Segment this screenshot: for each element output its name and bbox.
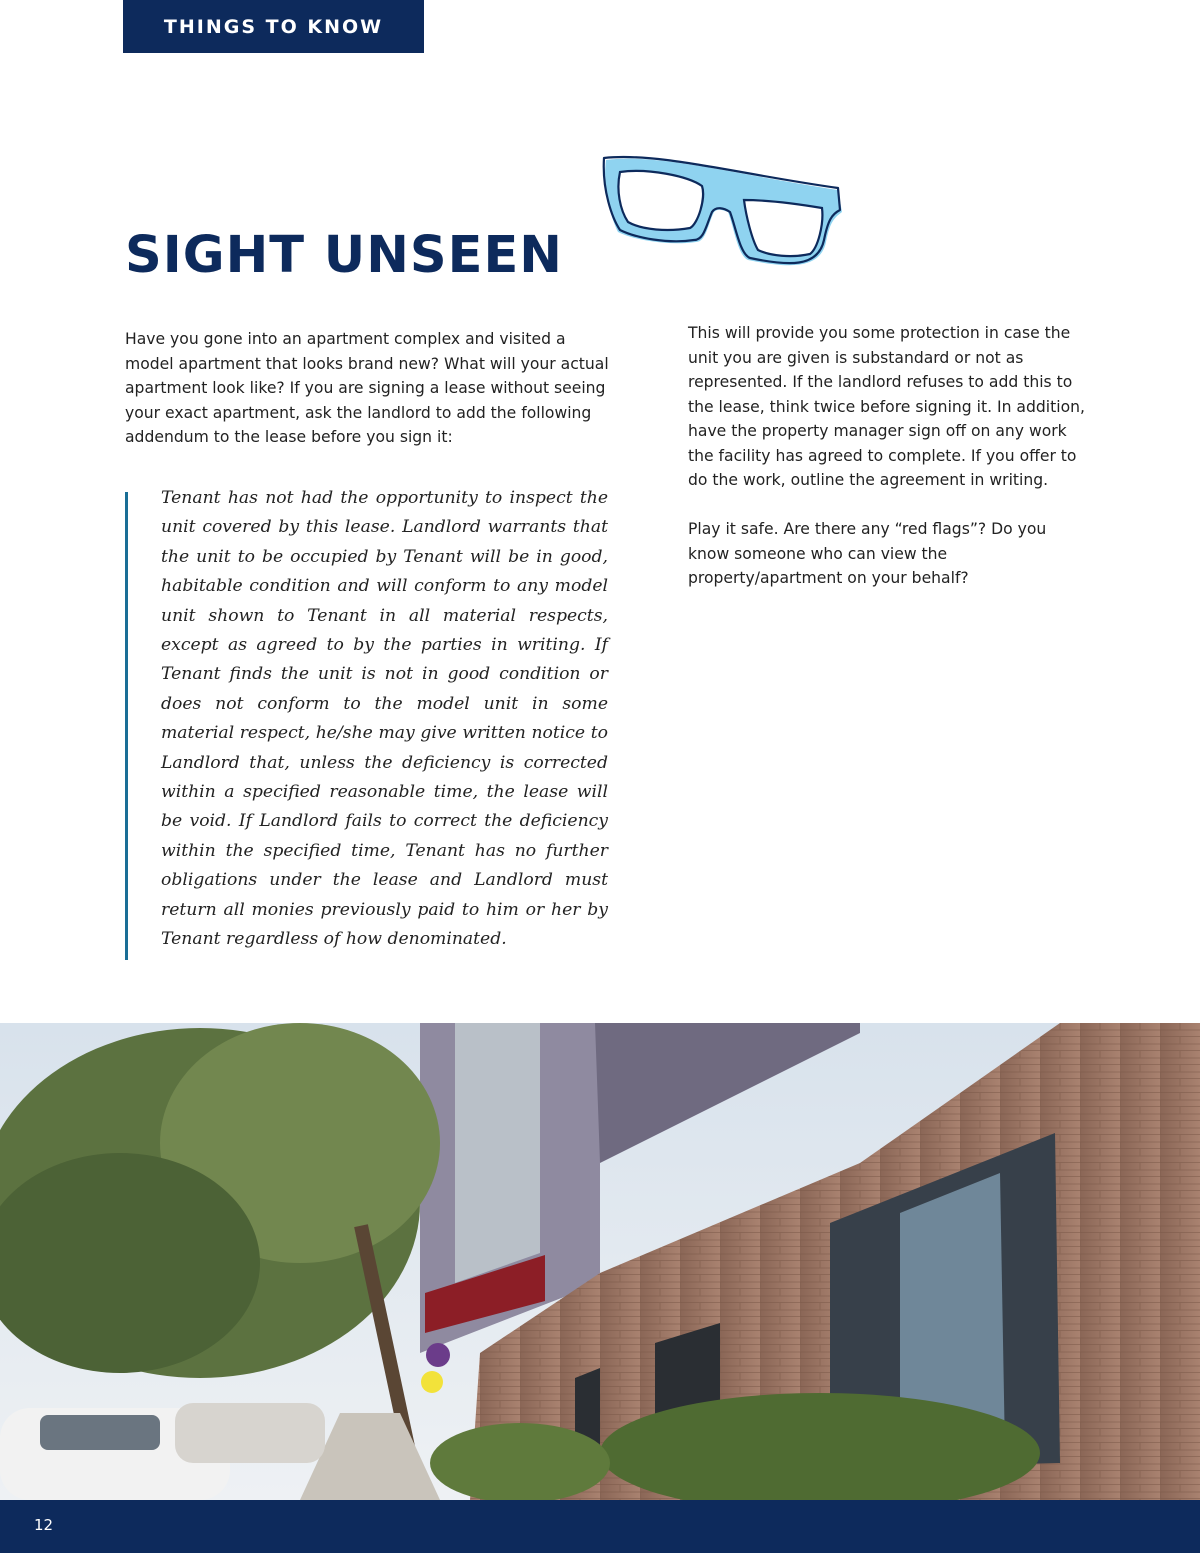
page-title: SIGHT UNSEEN (125, 226, 563, 285)
section-tag: THINGS TO KNOW (123, 0, 424, 53)
footer-bar (0, 1500, 1200, 1553)
quote-rule (125, 492, 128, 960)
apartment-building-photo (0, 1023, 1200, 1500)
addendum-quote: Tenant has not had the opportunity to inspect the unit covered by this lease. Landlord warrants that the unit to be occupied by Tenant will be in good, habitable condition and will conform to any model unit shown to Tenant in all material respects, except as agreed to by the parties in writing. If Tenant finds the unit is not in good condition or does not conform to the model unit in some material respect, he/she may give written notice to Landlord that, unless the deficiency is corrected within a specified reasonable time, the lease will be void. If Landlord fails to correct the deficiency within the specified time, Tenant has no further obligations under the lease and Landlord must return all monies previously paid to him or her by Tenant regardless of how denominated. (161, 488, 608, 950)
page-number: 12 (34, 1516, 54, 1534)
eyeglasses-icon (598, 150, 848, 275)
protection-paragraph: This will provide you some protection in case the unit you are given is substandard or not as represented. If the landlord refuses to add this to the lease, think twice before signing it. In addition, have the property manager sign off on any work the facility has agreed to complete. If you offer to do the work, outline the agreement in writing. (688, 324, 1085, 489)
intro-paragraph: Have you gone into an apartment complex and visited a model apartment that looks brand new? What will your actual apartment look like? If you are signing a lease without seeing your exact apartment, ask the landlord to add the following addendum to the lease before you sign it: (125, 330, 609, 446)
play-it-safe-paragraph: Play it safe. Are there any “red flags”? Do you know someone who can view the property/apartment on your behalf? (688, 520, 1047, 587)
right-column (688, 321, 1088, 591)
